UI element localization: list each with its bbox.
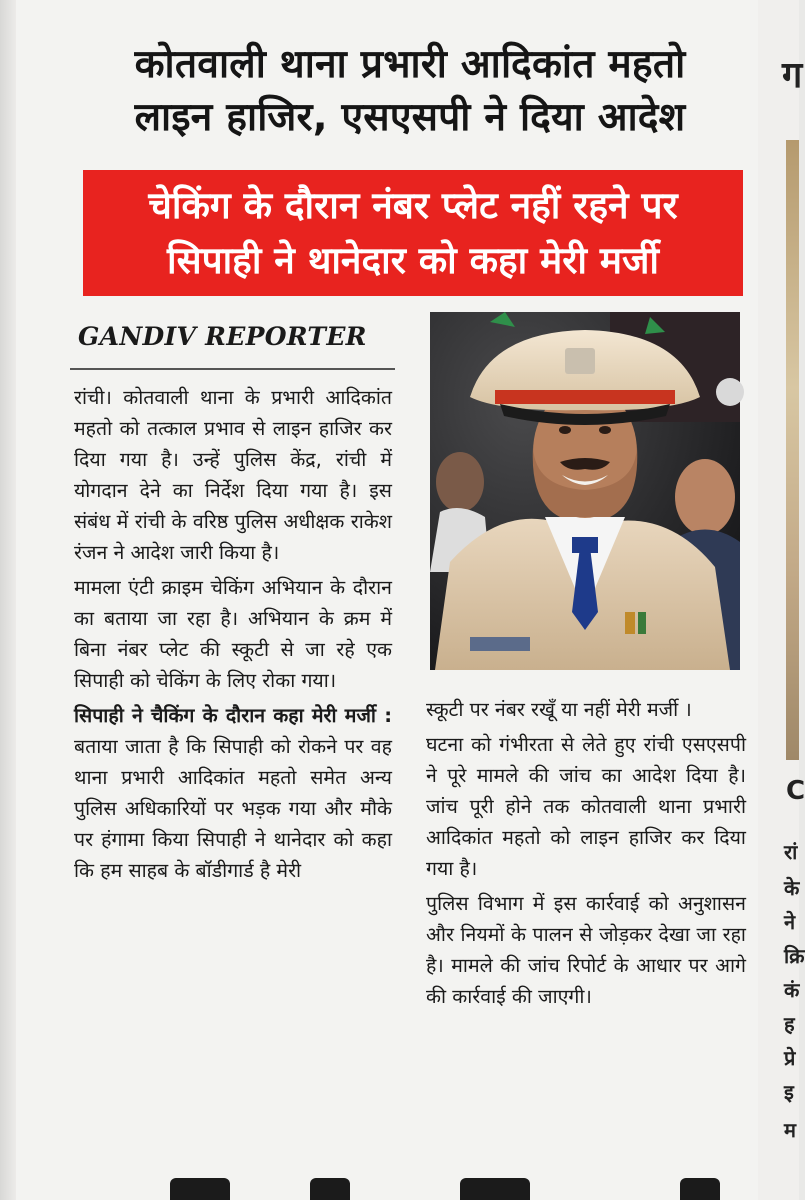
article-paragraph: रांची। कोतवाली थाना के प्रभारी आदिकांत महतो को तत्काल प्रभाव से लाइन हाजिर कर दिया गया है। उन्हें पुलिस केंद्र, रांची में योगदान देने का निर्देश दिया गया है। इस संबंध में रांची के वरिष्ठ पुलिस अधीक्षक राकेश रंजन ने आदेश जारी किया है। (74, 386, 392, 564)
headline-line-1: कोतवाली थाना प्रभारी आदिकांत महतो (134, 42, 686, 87)
edge-fragment: ने (784, 910, 796, 934)
edge-fragment: ह (784, 1012, 795, 1036)
article-paragraph: मामला एंटी क्राइम चेकिंग अभियान के दौरान का बताया जा रहा है। अभियान के क्रम में बिना नंबर प्लेट की स्कूटी से जा रहे एक सिपाही को चेकिंग के लिए रोका गया। (74, 576, 392, 692)
article-column-right (426, 694, 746, 1016)
adjacent-photo-edge (786, 140, 799, 760)
edge-fragment: प्रे (784, 1046, 796, 1070)
subheadline-line-2: सिपाही ने थानेदार को कहा मेरी मर्जी (166, 239, 660, 282)
edge-fragment: म (784, 1118, 796, 1142)
officer-photo-illustration (430, 312, 740, 670)
edge-fragment: रां (784, 840, 798, 864)
subheadline-banner (83, 170, 743, 296)
article-paragraph: स्कूटी पर नंबर रखूँ या नहीं मेरी मर्जी । (426, 698, 692, 721)
article-paragraph (74, 700, 392, 886)
subheadline-line-1: चेकिंग के दौरान नंबर प्लेट नहीं रहने पर (148, 184, 678, 227)
byline: GANDIV REPORTER (78, 322, 367, 351)
officer-photo (430, 312, 740, 670)
headline-line-2: लाइन हाजिर, एसएसपी ने दिया आदेश (134, 95, 686, 140)
main-headline (70, 38, 750, 144)
next-headline-cutoff (160, 1168, 720, 1200)
byline-divider (70, 368, 395, 370)
edge-fragment: C (786, 776, 805, 806)
article-paragraph: पुलिस विभाग में इस कार्रवाई को अनुशासन और नियमों के पालन से जोड़कर देखा जा रहा है। मामले की जांच रिपोर्ट के आधार पर आगे की कार्रवाई की जाएगी। (426, 892, 746, 1008)
article-column-left (74, 382, 392, 890)
inline-subhead: सिपाही ने चैकिंग के दौरान कहा मेरी मर्जी : (74, 704, 392, 727)
edge-fragment: इ (784, 1080, 794, 1104)
edge-fragment: क्रि (784, 944, 805, 968)
article-paragraph: घटना को गंभीरता से लेते हुए रांची एसएसपी ने पूरे मामले की जांच का आदेश दिया है। जांच पूरी होने तक कोतवाली थाना प्रभारी आदिकांत महतो को लाइन हाजिर कर दिया गया है। (426, 733, 746, 880)
edge-fragment: ग (782, 55, 803, 96)
page-left-margin (0, 0, 16, 1200)
paragraph-body: बताया जाता है कि सिपाही को रोकने पर वह थाना प्रभारी आदिकांत महतो समेत अन्य पुलिस अधिकारियों पर भड़क गया और मौके पर हंगामा किया सिपाही ने थानेदार को कहा कि हम साहब के बॉडीगार्ड है मेरी (74, 735, 392, 882)
edge-fragment: के (784, 876, 800, 900)
edge-fragment: कं (784, 978, 800, 1002)
